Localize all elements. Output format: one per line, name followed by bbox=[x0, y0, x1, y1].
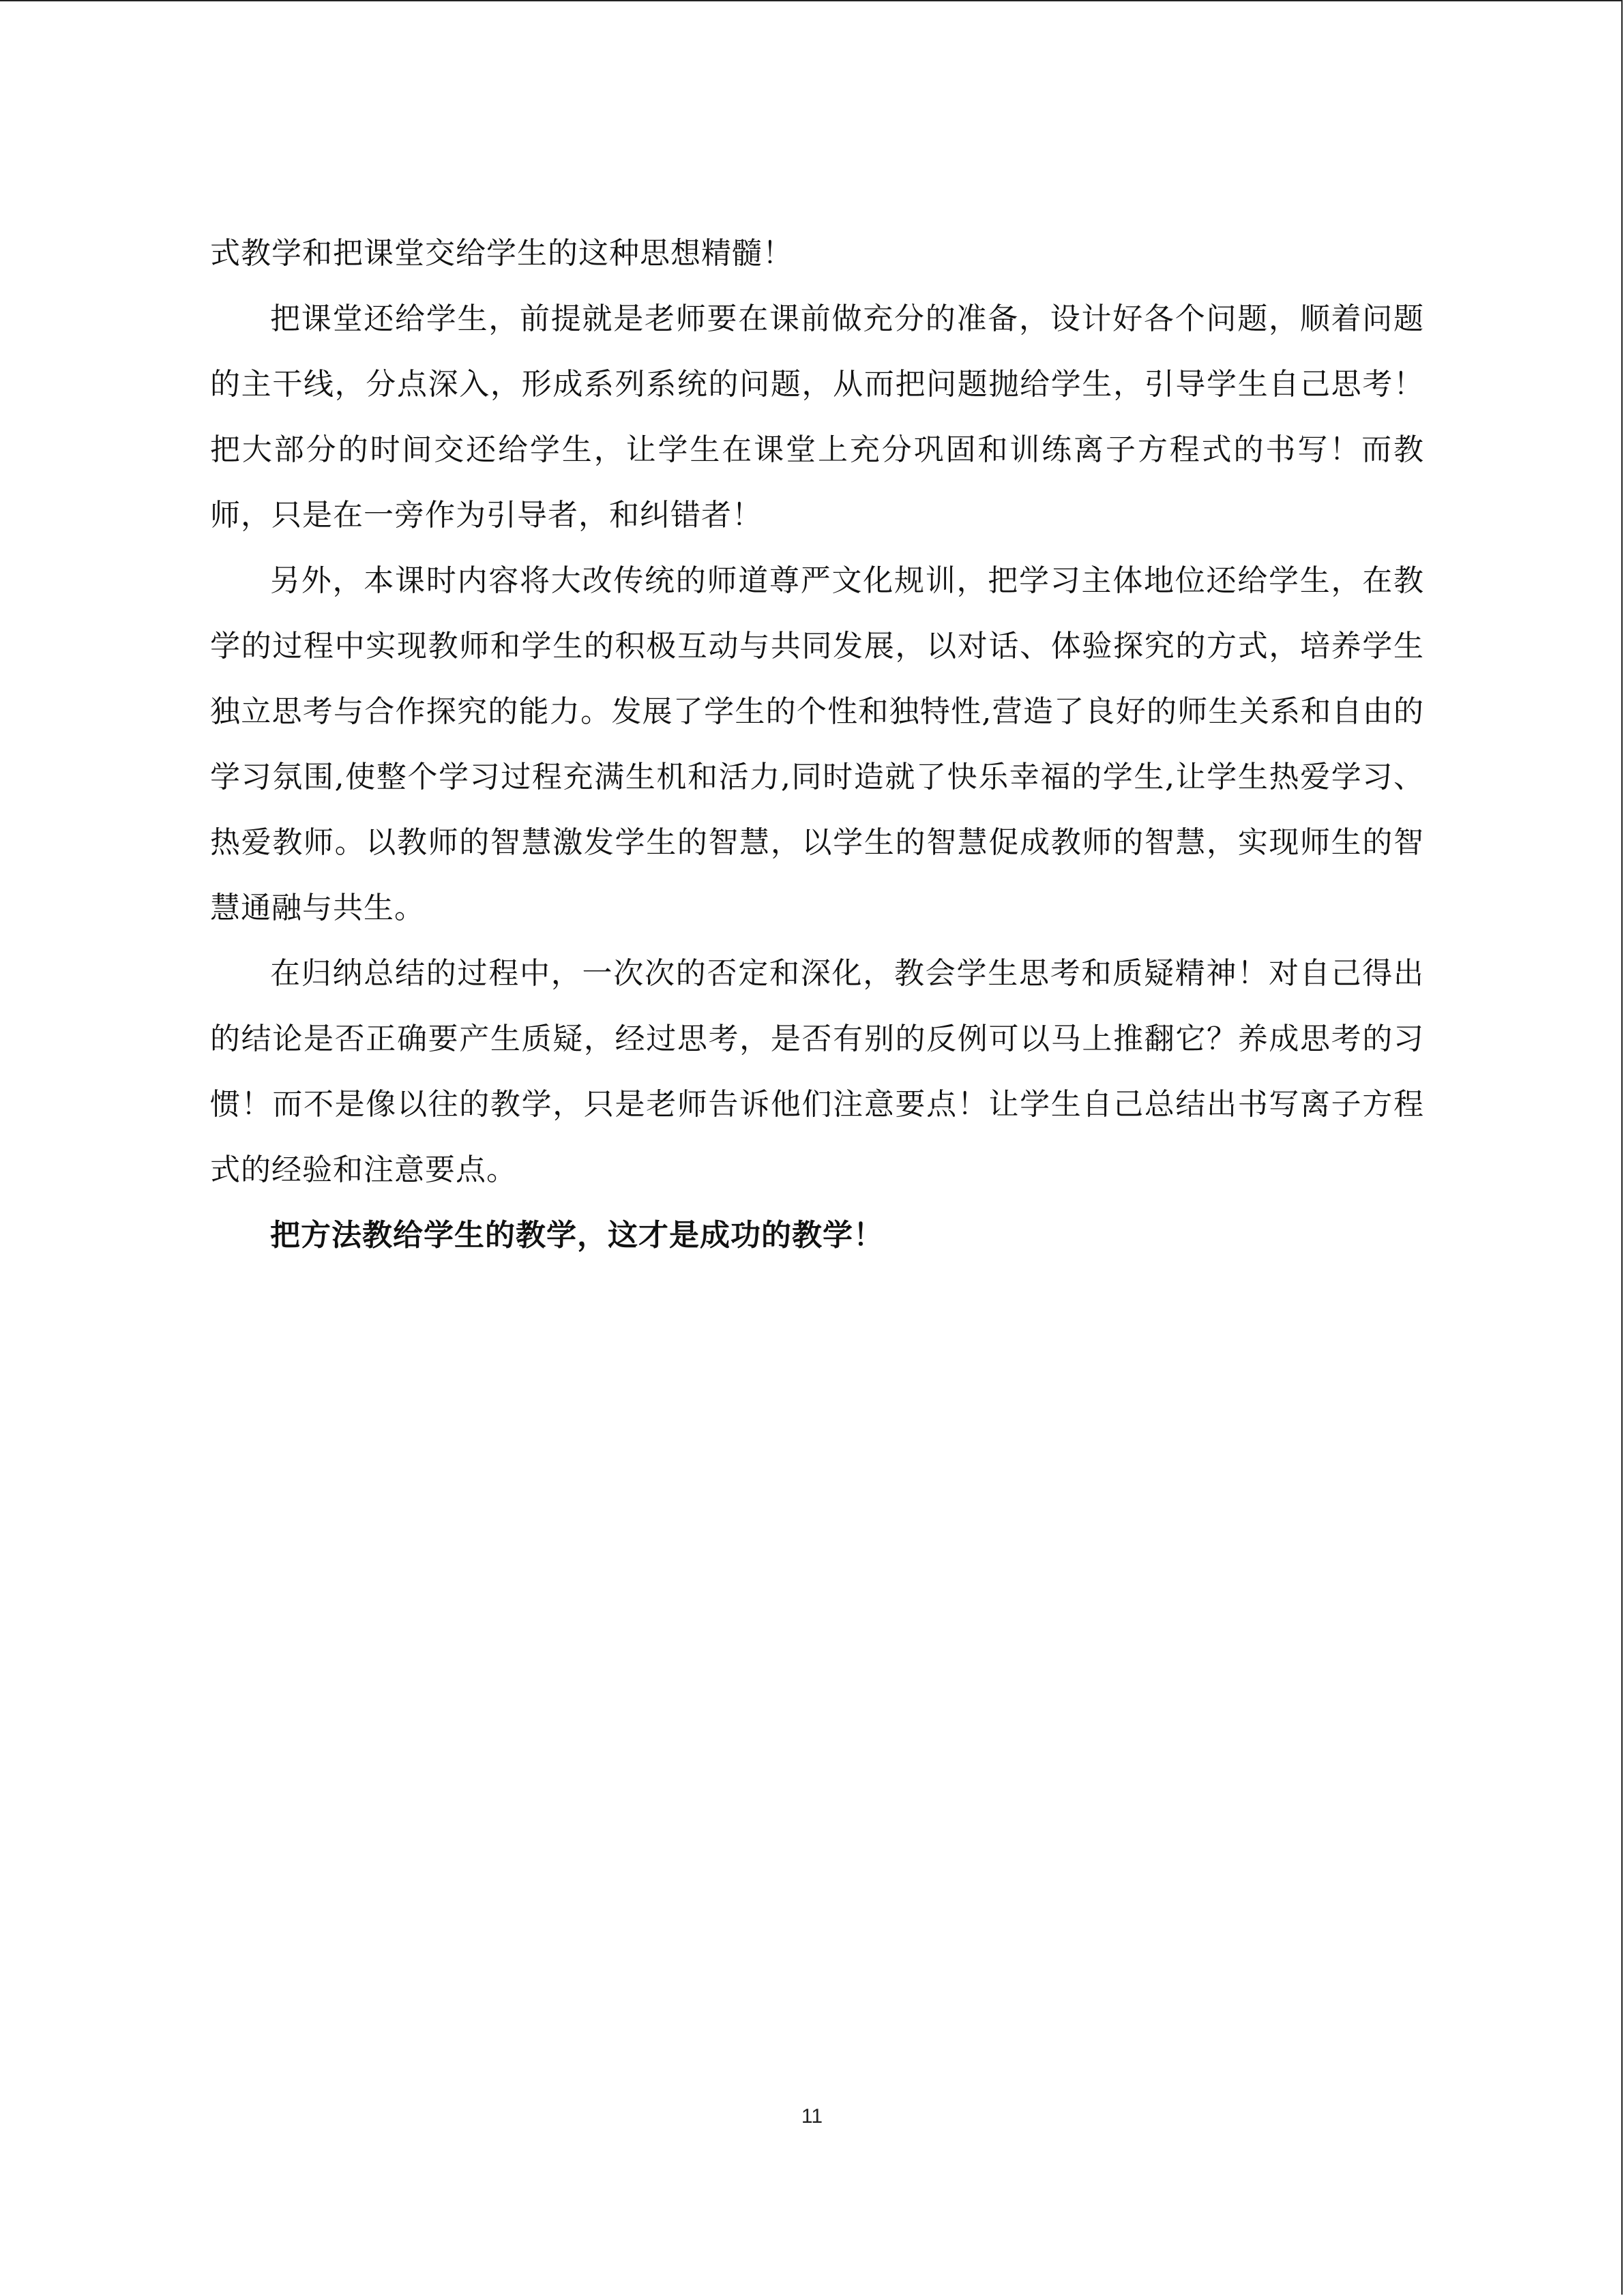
page-content bbox=[210, 221, 1424, 1268]
paragraph-1: 式教学和把课堂交给学生的这种思想精髓！ bbox=[210, 236, 793, 271]
page-number: 11 bbox=[801, 2105, 823, 2128]
paragraph-conclusion: 把方法教给学生的教学，这才是成功的教学！ bbox=[270, 1218, 884, 1253]
paragraph-3: 另外，本课时内容将大改传统的师道尊严文化规训，把学习主体地位还给学生，在教学的过程中实现教师和学生的积极互动与共同发展，以对话、体验探究的方式，培养学生独立思考与合作探究的能力。发展了学生的个性和独特性,营造了良好的师生关系和自由的学习氛围,使整个学习过程充满生机和活力,同时造就了快乐幸福的学生,让学生热爱学习、热爱教师。以教师的智慧激发学生的智慧，以学生的智慧促成教师的智慧，实现师生的智慧通融与共生。 bbox=[210, 563, 1424, 925]
paragraph-2: 把课堂还给学生，前提就是老师要在课前做充分的准备，设计好各个问题，顺着问题的主干线，分点深入，形成系列系统的问题，从而把问题抛给学生，引导学生自己思考！把大部分的时间交还给学生，让学生在课堂上充分巩固和训练离子方程式的书写！而教师，只是在一旁作为引导者，和纠错者！ bbox=[210, 301, 1424, 533]
paragraph-4: 在归纳总结的过程中，一次次的否定和深化，教会学生思考和质疑精神！对自己得出的结论是否正确要产生质疑，经过思考，是否有别的反例可以马上推翻它？养成思考的习惯！而不是像以往的教学，只是老师告诉他们注意要点！让学生自己总结出书写离子方程式的经验和注意要点。 bbox=[210, 956, 1424, 1187]
